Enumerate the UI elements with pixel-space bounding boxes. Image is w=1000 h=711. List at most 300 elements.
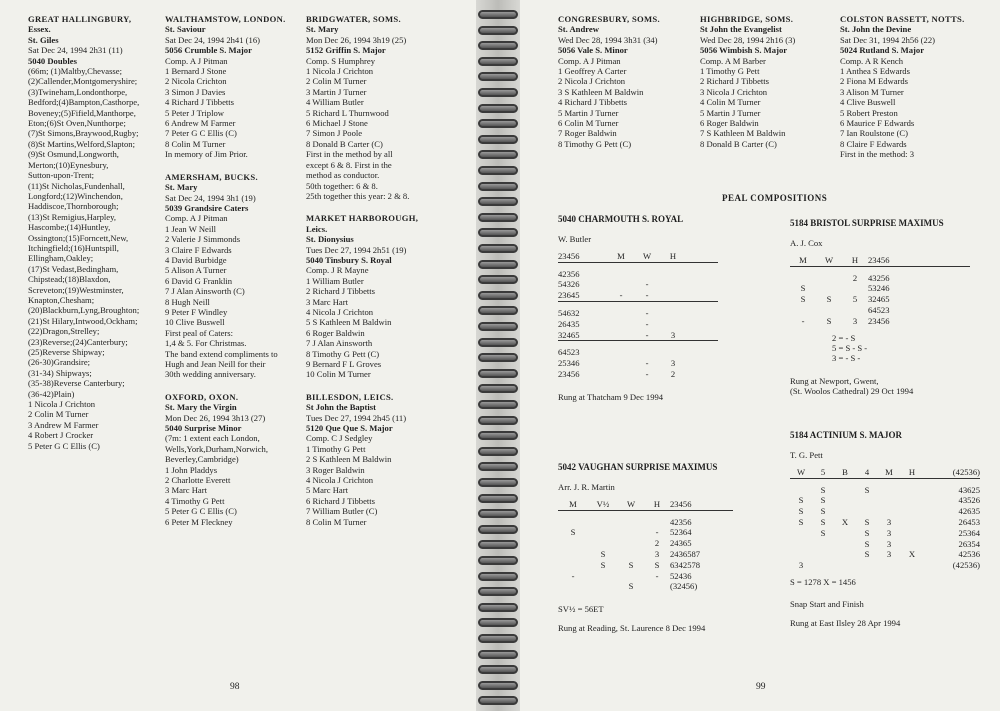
composition-header-cell: M xyxy=(617,250,625,261)
composition-cell xyxy=(834,549,856,560)
ringer: 8 Colin M Turner xyxy=(165,138,226,149)
ringer: 2 Colin M Turner xyxy=(306,76,367,87)
peal-place: BILLESDON, LEICS. xyxy=(306,391,394,402)
composition-cell xyxy=(644,517,670,528)
composition-cell: 25364 xyxy=(958,527,980,538)
ringer: 5 S Kathleen M Baldwin xyxy=(306,317,392,328)
composition-cell: 52364 xyxy=(670,527,692,538)
composition-header-cell: M xyxy=(885,466,893,477)
ringer: 3 Nicola J Crichton xyxy=(700,86,768,97)
composition-cell xyxy=(834,506,856,517)
composition-footer-line: Rung at Reading, St. Laurence 8 Dec 1994 xyxy=(558,622,706,633)
composition-cell: 24365 xyxy=(670,538,692,549)
peal-note: Itchingfield;(16)Huntspill, xyxy=(28,242,119,253)
right-page xyxy=(520,0,1000,711)
composition-cell: 32465 xyxy=(868,294,890,305)
ringer: 3 S Kathleen M Baldwin xyxy=(558,86,644,97)
peal-composer: Comp. A J Pitman xyxy=(165,213,228,224)
composition-cell xyxy=(558,560,588,571)
peal-date: Mon Dec 26, 1994 3h13 (27) xyxy=(165,412,266,423)
composition-bristol xyxy=(790,218,970,397)
composition-footer-line: Rung at Newport, Gwent, xyxy=(790,375,879,386)
composition-cell xyxy=(816,283,842,294)
ringer: 7 Ian Roulstone (C) xyxy=(840,128,909,139)
composition-cell: 3 xyxy=(654,549,660,559)
peal-method: 5056 Vale S. Minor xyxy=(558,45,628,56)
composition-cell xyxy=(660,308,686,319)
spiral-coil xyxy=(478,556,518,565)
ringer: 5 Richard L Thurnwood xyxy=(306,107,389,118)
composition-cell: X xyxy=(908,549,916,560)
peal-note: Wells,York,Durham,Norwich, xyxy=(165,443,268,454)
ringer: 8 Donald B Carter (C) xyxy=(306,138,383,149)
composition-cell: 64523 xyxy=(558,347,580,358)
ringer: 8 Hugh Neill xyxy=(165,296,210,307)
composition-title: 5184 BRISTOL SURPRISE MAXIMUS xyxy=(790,218,944,228)
composition-cell xyxy=(900,495,924,506)
ringer: 4 Clive Buswell xyxy=(840,97,896,108)
composition-cell xyxy=(842,305,868,316)
composition-cell xyxy=(900,539,924,550)
composition-cell xyxy=(900,506,924,517)
ringer: 8 Timothy G Pett (C) xyxy=(306,348,380,359)
ringer: 7 S Kathleen M Baldwin xyxy=(700,128,786,139)
peal-note: Eton;(6)St Oven,Nunthorpe; xyxy=(28,118,126,129)
peal-note: (9)St Osmund,Longworth, xyxy=(28,149,119,160)
peal-note: (23)Reverse;(24)Canterbury; xyxy=(28,336,128,347)
peal-note: (22)Dragon,Strelley; xyxy=(28,326,100,337)
composition-cell: S xyxy=(800,283,806,294)
composition-cell xyxy=(790,528,812,539)
ringer: 5 Robert Preston xyxy=(840,107,898,118)
composition-cell: 3 xyxy=(798,560,804,571)
composition-cell: 23456 xyxy=(558,368,580,379)
composition-cell xyxy=(878,485,900,496)
composition-header-cell: H xyxy=(908,466,916,477)
peal-place: GREAT HALLINGBURY, xyxy=(28,14,132,24)
composition-cell: X xyxy=(841,517,849,527)
ringer: 10 Clive Buswell xyxy=(165,317,225,328)
ringer: 6 Maurice F Edwards xyxy=(840,118,915,129)
peal-place: COLSTON BASSETT, NOTTS. xyxy=(840,14,965,24)
peal-date: Tues Dec 27, 1994 2h51 (19) xyxy=(306,244,407,255)
composition-footer-line: Rung at East Ilsley 28 Apr 1994 xyxy=(790,617,901,628)
spiral-coil xyxy=(478,26,518,35)
composition-cell xyxy=(634,347,660,358)
spiral-coil xyxy=(478,182,518,191)
peal-note: (8)St Martins,Welford,Slapton; xyxy=(28,138,135,149)
composition-cell xyxy=(834,495,856,506)
ringer: 2 Richard J Tibbetts xyxy=(700,76,769,87)
composition-cell xyxy=(878,560,900,571)
ringer: 1 William Butler xyxy=(306,275,364,286)
peal-note: Ellingham,Oakley; xyxy=(28,253,94,264)
peal-method: 5120 Que Que S. Major xyxy=(306,423,393,434)
composition-call: S = 1278 X = 1456 xyxy=(790,576,856,587)
composition-cell: S xyxy=(798,506,804,517)
composition-cell xyxy=(834,539,856,550)
peal-footnote: 25th together this year: 2 & 8. xyxy=(306,190,410,201)
ringer: 10 Colin M Turner xyxy=(306,369,371,380)
ringer: 6 Colin M Turner xyxy=(558,118,619,129)
peal-footnote: The band extend compliments to xyxy=(165,348,278,359)
composition-cell xyxy=(608,279,634,290)
composition-footer xyxy=(790,599,980,628)
composition-cell: 3 xyxy=(886,549,892,560)
composition-lead-group xyxy=(558,347,718,379)
spiral-coil xyxy=(478,104,518,113)
composition-lead-group xyxy=(558,517,733,593)
spiral-coil xyxy=(478,384,518,393)
peal-method: 5039 Grandsire Caters xyxy=(165,202,249,213)
peal-note: (7m: 1 extent each London, xyxy=(165,433,260,444)
composition-cell: 42356 xyxy=(558,268,580,279)
peal-county: Essex. xyxy=(28,24,51,35)
composition-cell: S xyxy=(820,484,826,495)
composition-cell xyxy=(618,527,644,538)
composition-cell xyxy=(608,369,634,380)
composition-cell xyxy=(900,560,924,571)
composition-cell xyxy=(558,517,588,528)
ringer: 3 Marc Hart xyxy=(306,296,348,307)
composition-calls xyxy=(790,333,970,364)
composition-lead-group xyxy=(790,273,970,327)
composition-cell: 42536 xyxy=(958,549,980,560)
peal-composer: Comp. A J Pitman xyxy=(165,55,228,66)
ringer: 2 Colin M Turner xyxy=(28,409,89,420)
composition-header-cell: 23456 xyxy=(670,498,692,509)
composition-footer-line: Snap Start and Finish xyxy=(790,599,864,610)
composition-cell: S xyxy=(570,527,576,538)
composition-vaughan xyxy=(558,462,733,633)
composition-cell xyxy=(790,273,816,284)
peal-note: Merton;(10)Eynesbury, xyxy=(28,159,109,170)
spiral-coil xyxy=(478,525,518,534)
composition-cell: S xyxy=(820,506,826,517)
composition-cell xyxy=(900,528,924,539)
ringer: 3 Andrew M Farmer xyxy=(28,419,99,430)
ringer: 5 Alison A Turner xyxy=(165,265,227,276)
ringer: 2 Nicola Crichton xyxy=(165,76,227,87)
composition-header-cell: W xyxy=(796,466,806,477)
composition-cell: 32465 xyxy=(558,329,580,340)
composition-footer xyxy=(558,604,733,633)
peal-entry xyxy=(165,172,300,380)
composition-cell: 5 xyxy=(852,294,858,305)
peal-method: 5152 Griffin S. Major xyxy=(306,45,386,56)
composition-header-cell: H xyxy=(653,498,661,509)
spiral-coil xyxy=(478,540,518,549)
composition-cell: - xyxy=(645,290,649,301)
ringer: 7 Simon J Poole xyxy=(306,128,363,139)
peal-note: Screveton;(19)Westminster, xyxy=(28,284,124,295)
ringer: 2 S Kathleen M Baldwin xyxy=(306,454,392,465)
composition-cell: - xyxy=(645,329,649,340)
ringer: 4 Nicola J Crichton xyxy=(306,306,374,317)
peal-note: (21)St Hilary,Intwood,Ockham; xyxy=(28,315,138,326)
peal-note: (13)St Remigius,Harpley, xyxy=(28,211,116,222)
peal-date: Wed Dec 28, 1994 2h16 (3) xyxy=(700,34,796,45)
peal-note: Beverley,Cambridge) xyxy=(165,454,239,465)
composition-cell xyxy=(856,506,878,517)
composition-cell: - xyxy=(619,290,623,301)
composition-cell: 2 xyxy=(670,368,676,379)
composition-cell: - xyxy=(645,318,649,329)
peal-footnote: First in the method by all xyxy=(306,149,393,160)
ringer: 1 Timothy G Pett xyxy=(306,443,366,454)
left-column-2 xyxy=(165,14,300,539)
peal-note: (3)Twineham,Londonthorpe, xyxy=(28,86,128,97)
peal-note: Haddiscoe,Thornborough; xyxy=(28,201,119,212)
composition-cell xyxy=(812,539,834,550)
ringer: 7 William Butler (C) xyxy=(306,506,378,517)
peal-note: Knapton,Chesham; xyxy=(28,294,95,305)
composition-cell: 2 xyxy=(852,272,858,283)
composition-header-cell: 23456 xyxy=(558,250,580,261)
peal-church: St. Dionysius xyxy=(306,234,354,245)
composition-cell: - xyxy=(655,570,659,581)
composition-cell xyxy=(878,495,900,506)
peal-footnote: 1,4 & 5. For Christmas. xyxy=(165,338,247,349)
peal-church: St John the Baptist xyxy=(306,402,376,413)
composition-cell: 3 xyxy=(670,329,676,340)
peal-note: Chipstead;(18)Blaxdon, xyxy=(28,274,111,285)
peal-note: (36-42)Plain) xyxy=(28,388,75,399)
composition-cell xyxy=(608,319,634,330)
composition-header-cell: M xyxy=(569,498,577,509)
composition-header-cell: H xyxy=(669,250,677,261)
composition-footer-line: Rung at Thatcham 9 Dec 1994 xyxy=(558,391,664,402)
peal-entry xyxy=(840,14,985,160)
ringer: 8 Donald B Carter (C) xyxy=(700,138,777,149)
composition-footer-line: (St. Woolos Cathedral) 29 Oct 1994 xyxy=(790,386,914,397)
peal-footnote: First in the method: 3 xyxy=(840,149,914,160)
composition-cell: (32456) xyxy=(670,581,698,592)
composition-header-row xyxy=(558,251,718,263)
peal-footnote: 30th wedding anniversary. xyxy=(165,369,256,380)
composition-cell: 25346 xyxy=(558,358,580,369)
peal-note: (11)St Nicholas,Fundenhall, xyxy=(28,180,125,191)
composition-title: 5040 CHARMOUTH S. ROYAL xyxy=(558,214,684,224)
spiral-coil xyxy=(478,338,518,347)
composition-header-cell: W xyxy=(642,250,652,261)
composition-cell xyxy=(816,305,842,316)
peal-footnote: method as conductor. xyxy=(306,170,380,181)
peal-place: CONGRESBURY, SOMS. xyxy=(558,14,660,24)
peal-place: HIGHBRIDGE, SOMS. xyxy=(700,14,794,24)
composition-cell xyxy=(558,538,588,549)
composition-cell xyxy=(834,528,856,539)
peal-note: (17)St Vedast,Bedingham, xyxy=(28,263,119,274)
peal-date: Sat Dec 31, 1994 2h56 (22) xyxy=(840,34,935,45)
ringer: 3 Roger Baldwin xyxy=(306,464,365,475)
spiral-coil xyxy=(478,353,518,362)
composition-cell: 26354 xyxy=(958,538,980,549)
peal-method: 5040 Doubles xyxy=(28,55,77,66)
spiral-coil xyxy=(478,509,518,518)
peal-note: Longford;(12)Winchendon, xyxy=(28,190,123,201)
composition-call: 5 = S - S - xyxy=(832,343,868,353)
ringer: 2 Richard J Tibbetts xyxy=(306,286,375,297)
peal-note: (35-38)Reverse Canterbury; xyxy=(28,378,125,389)
ringer: 5 Marc Hart xyxy=(306,485,348,496)
composition-header-cell: 23456 xyxy=(868,254,890,265)
ringer: 9 Peter F Windley xyxy=(165,306,228,317)
composition-cell: S xyxy=(654,559,660,570)
peal-entry xyxy=(558,14,688,149)
composition-cell xyxy=(608,330,634,341)
peal-footnote: 50th together: 6 & 8. xyxy=(306,180,378,191)
peal-method: 5024 Rutland S. Major xyxy=(840,45,925,56)
peal-note: (20)Blackburn,Lyng,Broughton; xyxy=(28,305,140,316)
composition-cell: - xyxy=(645,308,649,318)
composition-header-cell: M xyxy=(799,254,807,265)
spiral-coil xyxy=(478,494,518,503)
spiral-coil xyxy=(478,587,518,596)
spiral-coil xyxy=(478,322,518,331)
composition-cell: 6342578 xyxy=(670,559,701,570)
composition-calls xyxy=(790,577,980,587)
ringer: 3 Simon J Davies xyxy=(165,86,226,97)
composition-cell: S xyxy=(798,495,804,506)
spiral-coil xyxy=(478,150,518,159)
composition-composer: W. Butler xyxy=(558,234,592,245)
composition-cell xyxy=(618,517,644,528)
ringer: 8 Claire F Edwards xyxy=(840,138,907,149)
right-column-2 xyxy=(700,14,830,161)
composition-footer xyxy=(558,392,718,402)
peal-footnote: In memory of Jim Prior. xyxy=(165,149,248,160)
composition-cell xyxy=(618,538,644,549)
composition-composer: Arr. J. R. Martin xyxy=(558,482,615,493)
spiral-coil xyxy=(478,416,518,425)
ringer: 4 David Burbidge xyxy=(165,254,227,265)
ringer: 2 Nicola J Crichton xyxy=(558,76,626,87)
ringer: 1 Timothy G Pett xyxy=(700,66,760,77)
peal-church: St. Mary xyxy=(165,182,198,193)
spiral-coil xyxy=(478,135,518,144)
ringer: 7 J Alan Ainsworth xyxy=(306,338,373,349)
peal-footnote: First peal of Caters: xyxy=(165,327,234,338)
peal-method: 5040 Tinsbury S. Royal xyxy=(306,254,392,265)
composition-cell xyxy=(900,517,924,528)
peal-entry xyxy=(306,14,446,201)
peal-method: 5056 Wimbish S. Major xyxy=(700,45,788,56)
ringer: 6 Peter M Fleckney xyxy=(165,516,233,527)
composition-cell xyxy=(812,560,834,571)
composition-cell xyxy=(856,495,878,506)
peal-church: St. Mary xyxy=(306,24,339,35)
composition-header-cell: W xyxy=(626,498,636,509)
composition-cell xyxy=(660,347,686,358)
peal-composer: Comp. S Humphrey xyxy=(306,55,375,66)
peal-entry xyxy=(306,392,446,527)
peal-church: St. Mary the Virgin xyxy=(165,402,237,413)
spiral-coil xyxy=(478,369,518,378)
ringer: 5 Martin J Turner xyxy=(558,107,619,118)
page-number-right: 99 xyxy=(756,682,766,692)
composition-cell: S xyxy=(864,527,870,538)
peal-place: AMERSHAM, BUCKS. xyxy=(165,171,258,182)
composition-cell xyxy=(608,347,634,358)
peal-date: Mon Dec 26, 1994 3h19 (25) xyxy=(306,34,407,45)
spiral-coil xyxy=(478,260,518,269)
composition-cell: 52436 xyxy=(670,570,692,581)
composition-composer: A. J. Cox xyxy=(790,238,823,249)
ringer: 8 Timothy G Pett (C) xyxy=(558,138,632,149)
composition-cell: 42356 xyxy=(670,516,692,527)
peal-method: 5056 Crumble S. Major xyxy=(165,45,252,56)
ringer: 4 William Butler xyxy=(306,97,364,108)
composition-cell: 3 xyxy=(670,358,676,369)
spiral-coil xyxy=(478,306,518,315)
composition-cell xyxy=(588,527,618,538)
composition-cell xyxy=(660,290,686,301)
peal-county: Leics. xyxy=(306,223,328,234)
ringer: 6 Michael J Stone xyxy=(306,118,368,129)
spiral-coil xyxy=(478,572,518,581)
composition-cell xyxy=(660,279,686,290)
ringer: 2 Fiona M Edwards xyxy=(840,76,909,87)
peal-composer: Comp. A R Kench xyxy=(840,55,904,66)
spiral-coil xyxy=(478,119,518,128)
composition-header-row xyxy=(558,499,733,511)
composition-lead-group xyxy=(558,269,718,302)
composition-cell xyxy=(790,549,812,560)
composition-cell: 3 xyxy=(886,527,892,538)
composition-header-cell: 4 xyxy=(864,466,870,477)
composition-cell: S xyxy=(798,517,804,527)
ringer: 1 Nicola J Crichton xyxy=(306,66,374,77)
ringer: 6 Andrew M Farmer xyxy=(165,118,236,129)
right-column-3 xyxy=(840,14,985,172)
composition-cell: 26435 xyxy=(558,318,580,329)
peal-note: (2)Callender,Montgomeryshire; xyxy=(28,76,138,87)
peal-note: Sutton-upon-Trent; xyxy=(28,170,95,181)
composition-cell xyxy=(558,549,588,560)
composition-cell: 42635 xyxy=(958,506,980,517)
composition-lead-group xyxy=(558,308,718,341)
composition-cell: 2436587 xyxy=(670,549,701,559)
composition-cell: S xyxy=(820,527,826,538)
composition-title: 5042 VAUGHAN SURPRISE MAXIMUS xyxy=(558,462,718,472)
composition-header-cell: W xyxy=(824,254,834,265)
peal-place: OXFORD, OXON. xyxy=(165,391,239,402)
spiral-coil xyxy=(478,681,518,690)
spiral-coil xyxy=(478,197,518,206)
composition-cell: - xyxy=(645,358,649,369)
composition-cell: 23456 xyxy=(868,315,890,326)
peal-place: WALTHAMSTOW, LONDON. xyxy=(165,14,286,24)
composition-call: 2 = - S xyxy=(832,332,856,343)
peal-note: Hascombe;(14)Huntley, xyxy=(28,222,111,233)
composition-cell xyxy=(816,273,842,284)
peal-composer: Comp. A J Pitman xyxy=(558,55,621,66)
ringer: 1 Bernard J Stone xyxy=(165,66,227,77)
composition-header-cell: V½ xyxy=(596,498,610,509)
ringer: 2 Valerie J Simmonds xyxy=(165,234,241,245)
spiral-coil xyxy=(478,166,518,175)
peal-church: St. John the Devine xyxy=(840,24,912,35)
left-page xyxy=(0,0,476,711)
composition-cell: 43256 xyxy=(868,272,890,283)
spiral-coil xyxy=(478,634,518,643)
composition-footer xyxy=(790,376,970,397)
composition-cell: - xyxy=(801,315,805,326)
composition-charmouth xyxy=(558,214,718,402)
composition-cell xyxy=(608,269,634,280)
peal-church: St. Giles xyxy=(28,34,59,45)
